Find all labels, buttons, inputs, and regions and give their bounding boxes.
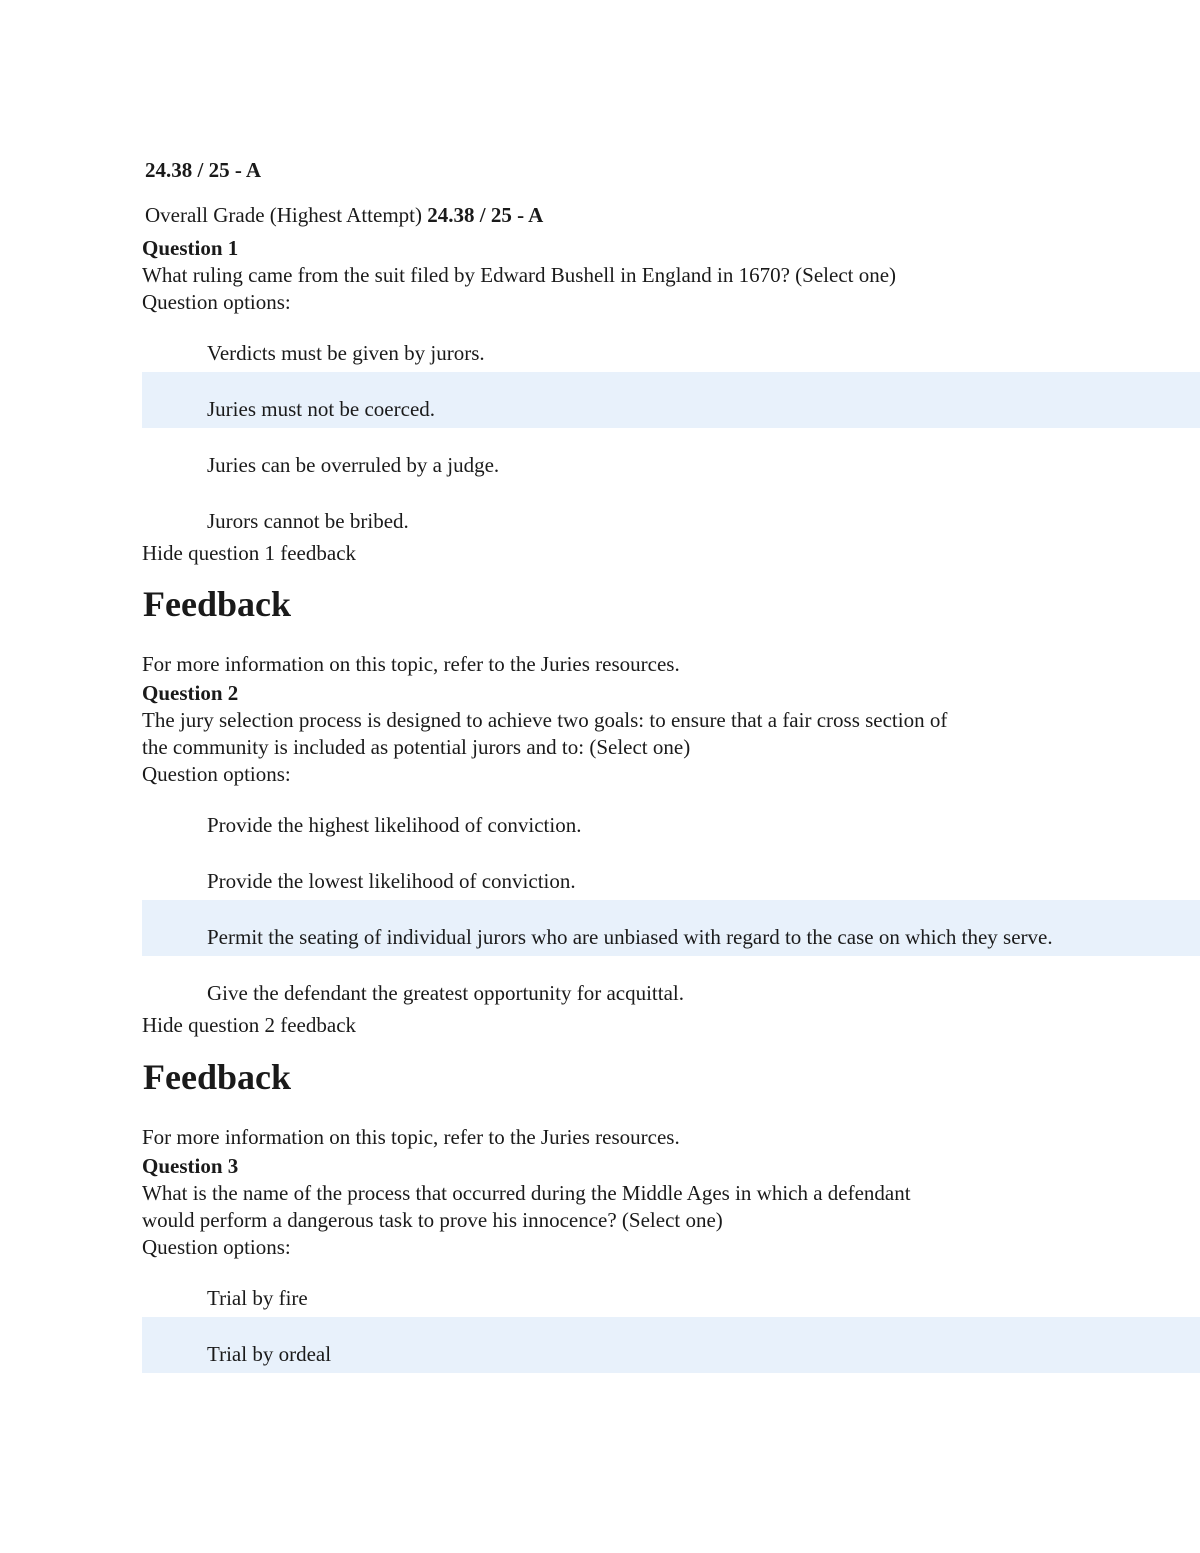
option-label: Trial by fire: [207, 1286, 308, 1310]
overall-grade: [145, 202, 543, 229]
option-4[interactable]: [142, 484, 1200, 540]
option-2-selected[interactable]: [142, 372, 1200, 428]
hide-feedback-link[interactable]: Hide question 2 feedback: [142, 1013, 357, 1037]
question-text: would perform a dangerous task to prove his innocence? (Select one): [142, 1208, 723, 1232]
option-label: Give the defendant the greatest opportunity for acquittal.: [207, 981, 685, 1005]
feedback-text: For more information on this topic, refer to the Juries resources.: [142, 652, 680, 676]
option-label: Jurors cannot be bribed.: [207, 509, 409, 533]
option-label: Verdicts must be given by jurors.: [207, 341, 485, 365]
option-label: Juries can be overruled by a judge.: [207, 453, 500, 477]
option-label: Provide the highest likelihood of conviction.: [207, 813, 582, 837]
question-text: the community is included as potential jurors and to: (Select one): [142, 735, 691, 759]
option-label: Trial by ordeal: [207, 1342, 332, 1366]
overall-grade-label: Overall Grade (Highest Attempt): [145, 203, 422, 227]
options-list: [142, 1261, 1200, 1373]
overall-grade-value: 24.38 / 25 - A: [427, 203, 544, 227]
question-text: The jury selection process is designed to achieve two goals: to ensure that a fair cross section of: [142, 708, 948, 732]
question-text: What is the name of the process that occurred during the Middle Ages in which a defendant: [142, 1181, 911, 1205]
option-2[interactable]: [142, 844, 1200, 900]
question-number: Question 2: [142, 681, 239, 705]
question-1: [142, 235, 1200, 567]
option-label: Provide the lowest likelihood of conviction.: [207, 869, 576, 893]
question-3: [142, 1153, 1200, 1373]
question-text: What ruling came from the suit filed by Edward Bushell in England in 1670? (Select one): [142, 263, 897, 287]
score-summary: 24.38 / 25 - A: [145, 158, 262, 182]
option-1[interactable]: [142, 788, 1200, 844]
options-list: [142, 316, 1200, 540]
option-4[interactable]: [142, 956, 1200, 1012]
option-1[interactable]: [142, 316, 1200, 372]
question-options-label: Question options:: [142, 290, 291, 314]
option-1[interactable]: [142, 1261, 1200, 1317]
option-3[interactable]: [142, 428, 1200, 484]
option-label: Juries must not be coerced.: [207, 397, 436, 421]
options-list: [142, 788, 1200, 1012]
feedback-text: For more information on this topic, refer to the Juries resources.: [142, 1125, 680, 1149]
question-options-label: Question options:: [142, 762, 291, 786]
option-3-selected[interactable]: [142, 900, 1200, 956]
feedback-heading: Feedback: [143, 584, 291, 624]
question-options-label: Question options:: [142, 1235, 291, 1259]
option-label: Permit the seating of individual jurors who are unbiased with regard to the case on which they serve.: [207, 925, 1053, 949]
question-number: Question 3: [142, 1154, 239, 1178]
option-2-selected[interactable]: [142, 1317, 1200, 1373]
question-number: Question 1: [142, 236, 239, 260]
hide-feedback-link[interactable]: Hide question 1 feedback: [142, 541, 357, 565]
question-2: [142, 680, 1200, 1039]
feedback-heading: Feedback: [143, 1057, 291, 1097]
